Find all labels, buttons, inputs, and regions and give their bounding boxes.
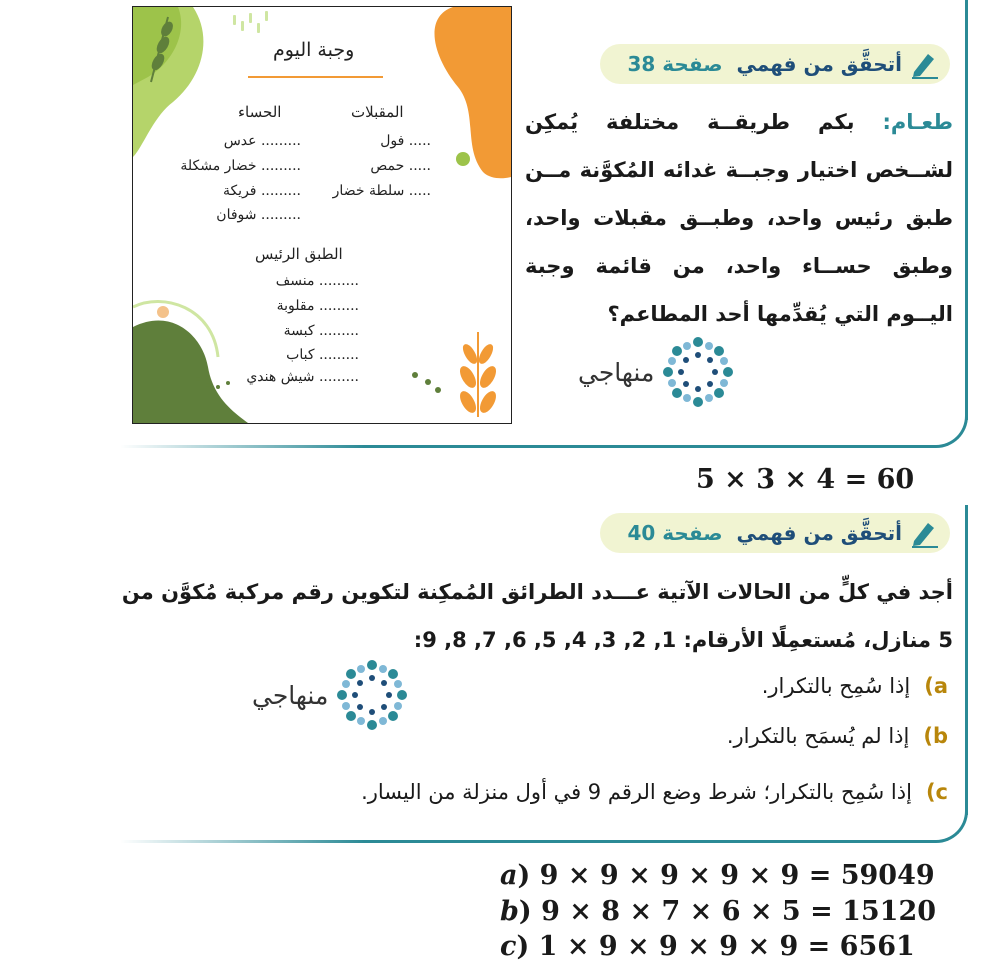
section1-question-lead: طعـام: — [882, 110, 954, 134]
answer-c — [500, 931, 915, 962]
appetizers-heading: المقبلات — [351, 103, 404, 121]
section2-logo — [252, 657, 410, 733]
answer-label: a — [500, 860, 518, 891]
answer-expression: ) 1 × 9 × 9 × 9 × 9 = 6561 — [516, 931, 915, 962]
soup-item: ......... عدس — [223, 133, 301, 149]
item-text: إذا سُمِح بالتكرار. — [761, 674, 911, 698]
main-item: ......... منسف — [275, 273, 359, 289]
appetizer-item: ..... حمص — [370, 158, 431, 174]
section1-frame-right — [965, 0, 968, 420]
section1-page-ref: صفحة 38 — [627, 52, 723, 76]
soup-item: ......... خضار مشكلة — [180, 158, 301, 174]
section2-frame-right — [965, 505, 968, 815]
soup-item: ......... فريكة — [222, 183, 301, 199]
pencil-icon — [908, 517, 940, 549]
appetizer-item: ..... سلطة خضار — [332, 183, 431, 199]
main-heading: الطبق الرئيس — [255, 245, 343, 263]
item-letter: b) — [923, 724, 948, 748]
section2-page-ref: صفحة 40 — [627, 521, 723, 545]
answer-a — [500, 860, 935, 891]
section2-title: أتحقَّق من فهمي — [736, 521, 902, 545]
main-item: ......... شيش هندي — [246, 369, 359, 385]
section1-logo — [578, 334, 736, 410]
section1-answer: 5 × 3 × 4 = 60 — [696, 464, 915, 495]
question-item-a — [762, 674, 948, 698]
section1-bottom-rule — [120, 445, 935, 448]
section1-frame-corner — [930, 405, 968, 448]
pencil-icon — [908, 48, 940, 80]
item-text: إذا سُمِح بالتكرار؛ شرط وضع الرقم 9 في أول منزلة من اليسار. — [361, 780, 912, 804]
main-item: ......... كباب — [286, 347, 359, 363]
question-item-b — [727, 724, 948, 748]
soup-item: ......... شوفان — [216, 207, 301, 223]
logo-wordmark: منهاجي — [252, 680, 329, 710]
section2-question: أجد في كلٍّ من الحالات الآتية عـــدد الطرائق المُمكِنة لتكوين رقم مركبة مُكوَّن من 5 منازل، مُستعمِلًا الأرقام: 1, 2, 3, 4, 5, 6, 7, 8, 9: — [121, 580, 953, 652]
menu-card-image — [132, 6, 512, 424]
section2-bottom-rule — [120, 840, 935, 843]
item-letter: c) — [925, 780, 948, 804]
section1-header — [600, 44, 950, 84]
section1-question-text: بكم طريقــة مختلفة يُمكِن لشــخص اختيار وجبــة غدائه المُكوَّنة مــن طبق رئيس واحد، وطبــق مقبلات واحد، وطبق حســاء واحد، من قائمة وجبة اليــوم التي يُقدِّمها أحد المطاعم؟ — [525, 110, 953, 326]
question-item-c — [361, 780, 948, 804]
soup-heading: الحساء — [238, 103, 282, 121]
flower-logo-icon — [660, 334, 736, 410]
section1-title: أتحقَّق من فهمي — [736, 52, 902, 76]
answer-label: c — [500, 931, 517, 962]
answer-expression: ) 9 × 8 × 7 × 6 × 5 = 15120 — [518, 896, 937, 927]
answer-b — [500, 896, 936, 927]
menu-title: وجبة اليوم — [273, 39, 355, 61]
item-letter: a) — [924, 674, 948, 698]
item-text: إذا لم يُسمَح بالتكرار. — [726, 724, 910, 748]
main-item: ......... كبسة — [283, 323, 359, 339]
section2-frame-corner — [930, 800, 968, 843]
answer-label: b — [500, 896, 519, 927]
section2-header — [600, 513, 950, 553]
answer-expression: ) 9 × 9 × 9 × 9 × 9 = 59049 — [517, 860, 935, 891]
section1-question — [525, 98, 953, 338]
logo-wordmark: منهاجي — [578, 357, 655, 387]
appetizer-item: ..... فول — [380, 133, 431, 149]
flower-logo-icon — [334, 657, 410, 733]
main-item: ......... مقلوبة — [276, 298, 359, 314]
